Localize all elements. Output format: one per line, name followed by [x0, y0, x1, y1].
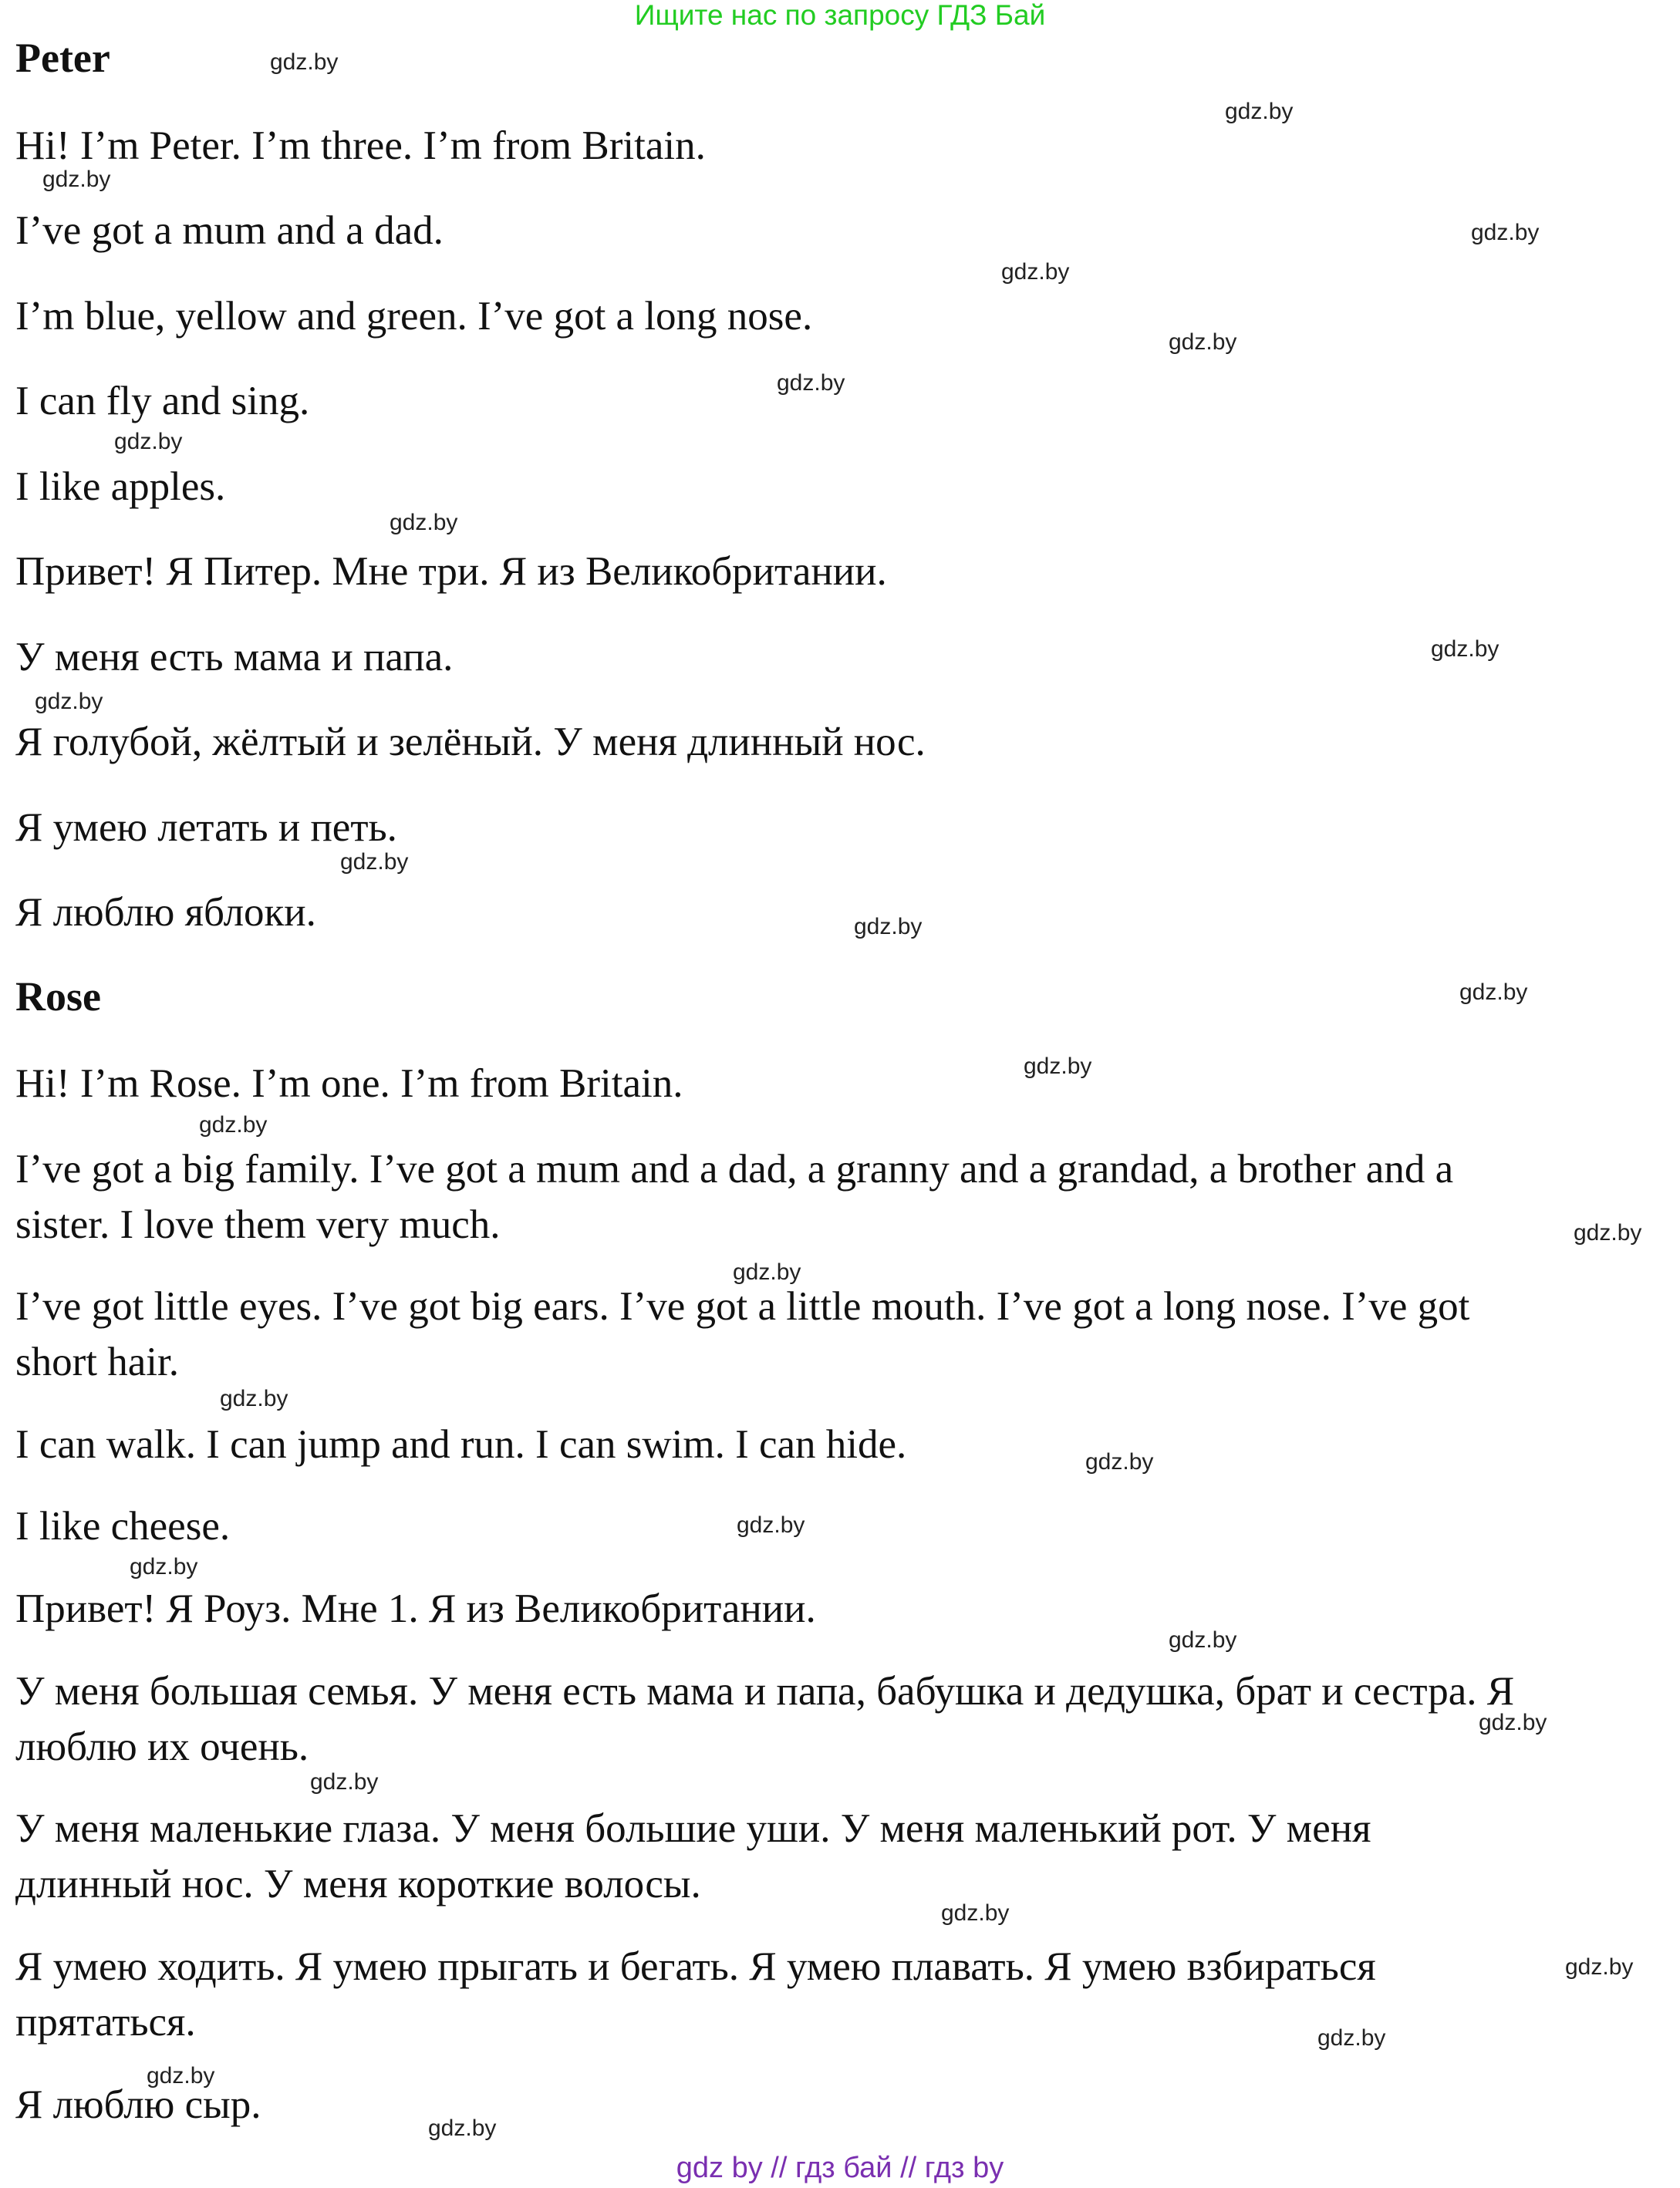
peter-line-8: Я голубой, жёлтый и зелёный. У меня длинный нос.: [15, 720, 926, 764]
watermark: gdz.by: [1565, 1954, 1634, 1980]
rose-line-13: Я умею ходить. Я умею прыгать и бегать. Я умею плавать. Я умею взбираться: [15, 1944, 1376, 1989]
footer-links: gdz by // гдз бай // гдз by: [676, 2152, 1004, 2184]
watermark: gdz.by: [1001, 259, 1070, 285]
watermark: gdz.by: [428, 2116, 497, 2141]
watermark: gdz.by: [1479, 1710, 1547, 1735]
peter-line-3: I’m blue, yellow and green. I’ve got a long nose.: [15, 294, 813, 339]
peter-line-1: Hi! I’m Peter. I’m three. I’m from Britain.: [15, 123, 706, 168]
watermark: gdz.by: [42, 167, 111, 192]
watermark: gdz.by: [35, 689, 103, 714]
rose-line-3: sister. I love them very much.: [15, 1202, 501, 1247]
watermark: gdz.by: [1317, 2025, 1386, 2051]
watermark: gdz.by: [340, 849, 409, 875]
peter-line-4: I can fly and sing.: [15, 379, 310, 423]
watermark: gdz.by: [310, 1769, 379, 1795]
peter-line-7: У меня есть мама и папа.: [15, 635, 454, 679]
watermark: gdz.by: [130, 1554, 198, 1579]
watermark: gdz.by: [1471, 220, 1540, 245]
peter-line-10: Я люблю яблоки.: [15, 890, 316, 935]
watermark: gdz.by: [1431, 636, 1500, 662]
rose-line-2: I’ve got a big family. I’ve got a mum and a dad, a granny and a grandad, a brother and a: [15, 1147, 1454, 1192]
rose-line-11: У меня маленькие глаза. У меня большие уши. У меня маленький рот. У меня: [15, 1806, 1371, 1851]
watermark: gdz.by: [1169, 329, 1237, 355]
watermark: gdz.by: [220, 1386, 288, 1411]
watermark: gdz.by: [147, 2063, 215, 2089]
rose-line-7: I like cheese.: [15, 1504, 231, 1549]
watermark: gdz.by: [390, 510, 458, 535]
watermark: gdz.by: [270, 49, 339, 75]
watermark: gdz.by: [114, 429, 183, 454]
peter-line-9: Я умею летать и петь.: [15, 805, 397, 850]
watermark: gdz.by: [1225, 99, 1294, 124]
watermark: gdz.by: [199, 1112, 268, 1138]
rose-line-5: short hair.: [15, 1340, 179, 1384]
rose-line-12: длинный нос. У меня короткие волосы.: [15, 1862, 701, 1906]
rose-line-4: I’ve got little eyes. I’ve got big ears. I’ve got a little mouth. I’ve got a long nose. I’ve got: [15, 1284, 1470, 1329]
rose-line-8: Привет! Я Роуз. Мне 1. Я из Великобритании.: [15, 1586, 816, 1631]
watermark: gdz.by: [1085, 1449, 1154, 1475]
section-heading-rose: Rose: [15, 973, 101, 1020]
watermark: gdz.by: [1459, 979, 1528, 1005]
watermark: gdz.by: [854, 914, 923, 939]
rose-line-14: прятаться.: [15, 2000, 196, 2045]
peter-line-6: Привет! Я Питер. Мне три. Я из Великобритании.: [15, 549, 887, 594]
watermark: gdz.by: [1169, 1627, 1237, 1653]
rose-line-9: У меня большая семья. У меня есть мама и папа, бабушка и дедушка, брат и сестра. Я: [15, 1669, 1515, 1714]
watermark: gdz.by: [733, 1259, 801, 1285]
rose-line-15: Я люблю сыр.: [15, 2082, 261, 2127]
rose-line-1: Hi! I’m Rose. I’m one. I’m from Britain.: [15, 1061, 683, 1106]
rose-line-6: I can walk. I can jump and run. I can swim. I can hide.: [15, 1422, 907, 1467]
watermark: gdz.by: [1574, 1220, 1642, 1246]
top-banner: Ищите нас по запросу ГДЗ Бай: [634, 0, 1046, 31]
rose-line-10: люблю их очень.: [15, 1724, 309, 1769]
section-heading-peter: Peter: [15, 35, 110, 81]
watermark: gdz.by: [1024, 1054, 1092, 1079]
watermark: gdz.by: [737, 1512, 805, 1538]
peter-line-2: I’ve got a mum and a dad.: [15, 208, 444, 253]
peter-line-5: I like apples.: [15, 464, 226, 509]
watermark: gdz.by: [777, 370, 845, 396]
watermark: gdz.by: [941, 1900, 1010, 1926]
